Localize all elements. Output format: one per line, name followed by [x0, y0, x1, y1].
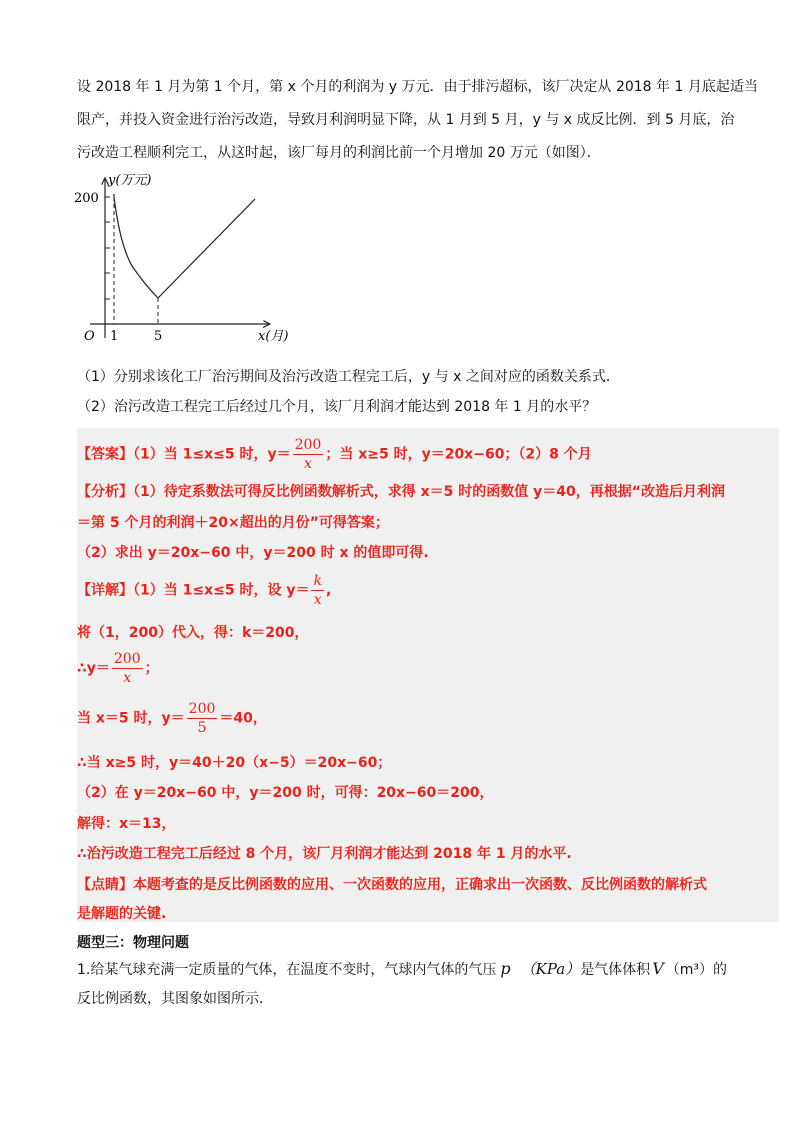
section-title: 题型三：物理问题	[77, 935, 189, 951]
fraction-num: 200	[113, 651, 141, 667]
comment-line-2: 是解题的关键.	[77, 906, 167, 922]
x-tick-5: 5	[154, 329, 163, 344]
detail-line-6: （2）在 y＝20x−60 中，y＝200 时，可得：20x−60＝200，	[77, 785, 494, 801]
physics-text-b: 是气体体积	[580, 962, 651, 978]
detail-4-fraction	[187, 700, 218, 737]
fraction-den: 5	[197, 720, 207, 736]
x-axis-label: x(月)	[258, 329, 289, 344]
fraction-num: k	[313, 573, 322, 589]
problem-line-1: 设 2018 年 1 月为第 1 个月，第 x 个月的利润为 y 万元．由于排污超标，该厂决定从 2018 年 1 月底起适当	[77, 79, 758, 95]
fraction-den: x	[123, 670, 132, 686]
detail-1-suffix: ,	[325, 582, 332, 599]
fraction-den: x	[304, 456, 312, 472]
fraction-num: 200	[188, 701, 216, 717]
physics-text-a: 1.给某气球充满一定质量的气体，在温度不变时，气球内气体的气压	[77, 962, 497, 978]
physics-line-1	[77, 956, 727, 983]
problem-line-2: 限产，并投入资金进行治污改造，导致月利润明显下降，从 1 月到 5 月，y 与 x 成反比例．到 5 月底，治	[77, 112, 735, 128]
answer-suffix: ；当 x≥5 时，y＝20x−60；（2）8 个月	[325, 446, 592, 463]
comment-line-1: 【点睛】本题考查的是反比例函数的应用、一次函数的应用，正确求出一次函数、反比例函数的解析式	[77, 877, 707, 893]
analysis-line-1: 【分析】（1）待定系数法可得反比例函数解析式，求得 x＝5 时的函数值 y＝40，再根据“改造后月利润	[77, 484, 725, 500]
pressure-unit: （KPa）	[520, 960, 581, 978]
profit-graph	[70, 170, 290, 345]
answer-prefix: 【答案】（1）当 1≤x≤5 时，y＝	[77, 446, 291, 463]
detail-4-prefix: 当 x＝5 时，y＝	[77, 710, 185, 727]
detail-line-2: 将（1，200）代入，得：k＝200，	[77, 625, 309, 641]
detail-1-fraction	[311, 572, 323, 609]
x-tick-1: 1	[110, 329, 119, 344]
analysis-line-2: ＝第 5 个月的利润＋20×超出的月份”可得答案；	[77, 515, 389, 531]
detail-line-5: ∴当 x≥5 时，y＝40＋20（x−5）＝20x−60；	[77, 755, 392, 771]
linear-segment	[158, 199, 255, 298]
analysis-line-3: （2）求出 y＝20x−60 中，y＝200 时 x 的值即可得.	[77, 545, 429, 561]
detail-1-prefix: 【详解】（1）当 1≤x≤5 时，设 y＝	[77, 582, 310, 599]
fraction-num: 200	[294, 437, 322, 453]
answer-line	[77, 436, 592, 473]
detail-line-7: 解得：x＝13，	[77, 816, 176, 832]
detail-3-fraction	[112, 650, 143, 687]
detail-4-suffix: ＝40，	[219, 710, 267, 727]
physics-text-c: （m³）的	[665, 962, 727, 978]
question-2: （2）治污改造工程完工后经过几个月，该厂月利润才能达到 2018 年 1 月的水平？	[77, 399, 597, 415]
volume-symbol: V	[652, 959, 664, 978]
detail-line-8: ∴治污改造工程完工后经过 8 个月，该厂月利润才能达到 2018 年 1 月的水平.	[77, 846, 572, 862]
detail-3-suffix: ；	[144, 660, 159, 677]
problem-line-3: 污改造工程顺利完工，从这时起，该厂每月的利润比前一个月增加 20 万元（如图）．	[77, 145, 601, 161]
detail-line-3	[77, 650, 159, 687]
y-tick-200: 200	[74, 191, 99, 206]
pressure-symbol: p	[500, 959, 511, 978]
answer-fraction	[293, 436, 324, 473]
detail-3-prefix: ∴y＝	[77, 660, 110, 677]
physics-line-2: 反比例函数，其图象如图所示.	[77, 991, 264, 1007]
y-axis-label: y(万元)	[108, 173, 152, 188]
detail-line-4	[77, 700, 267, 737]
detail-line-1	[77, 572, 331, 609]
fraction-den: x	[313, 592, 322, 608]
question-1: （1）分别求该化工厂治污期间及治污改造工程完工后，y 与 x 之间对应的函数关系式．	[77, 369, 620, 385]
origin-label: O	[84, 329, 95, 344]
hyperbola-curve	[114, 197, 158, 298]
